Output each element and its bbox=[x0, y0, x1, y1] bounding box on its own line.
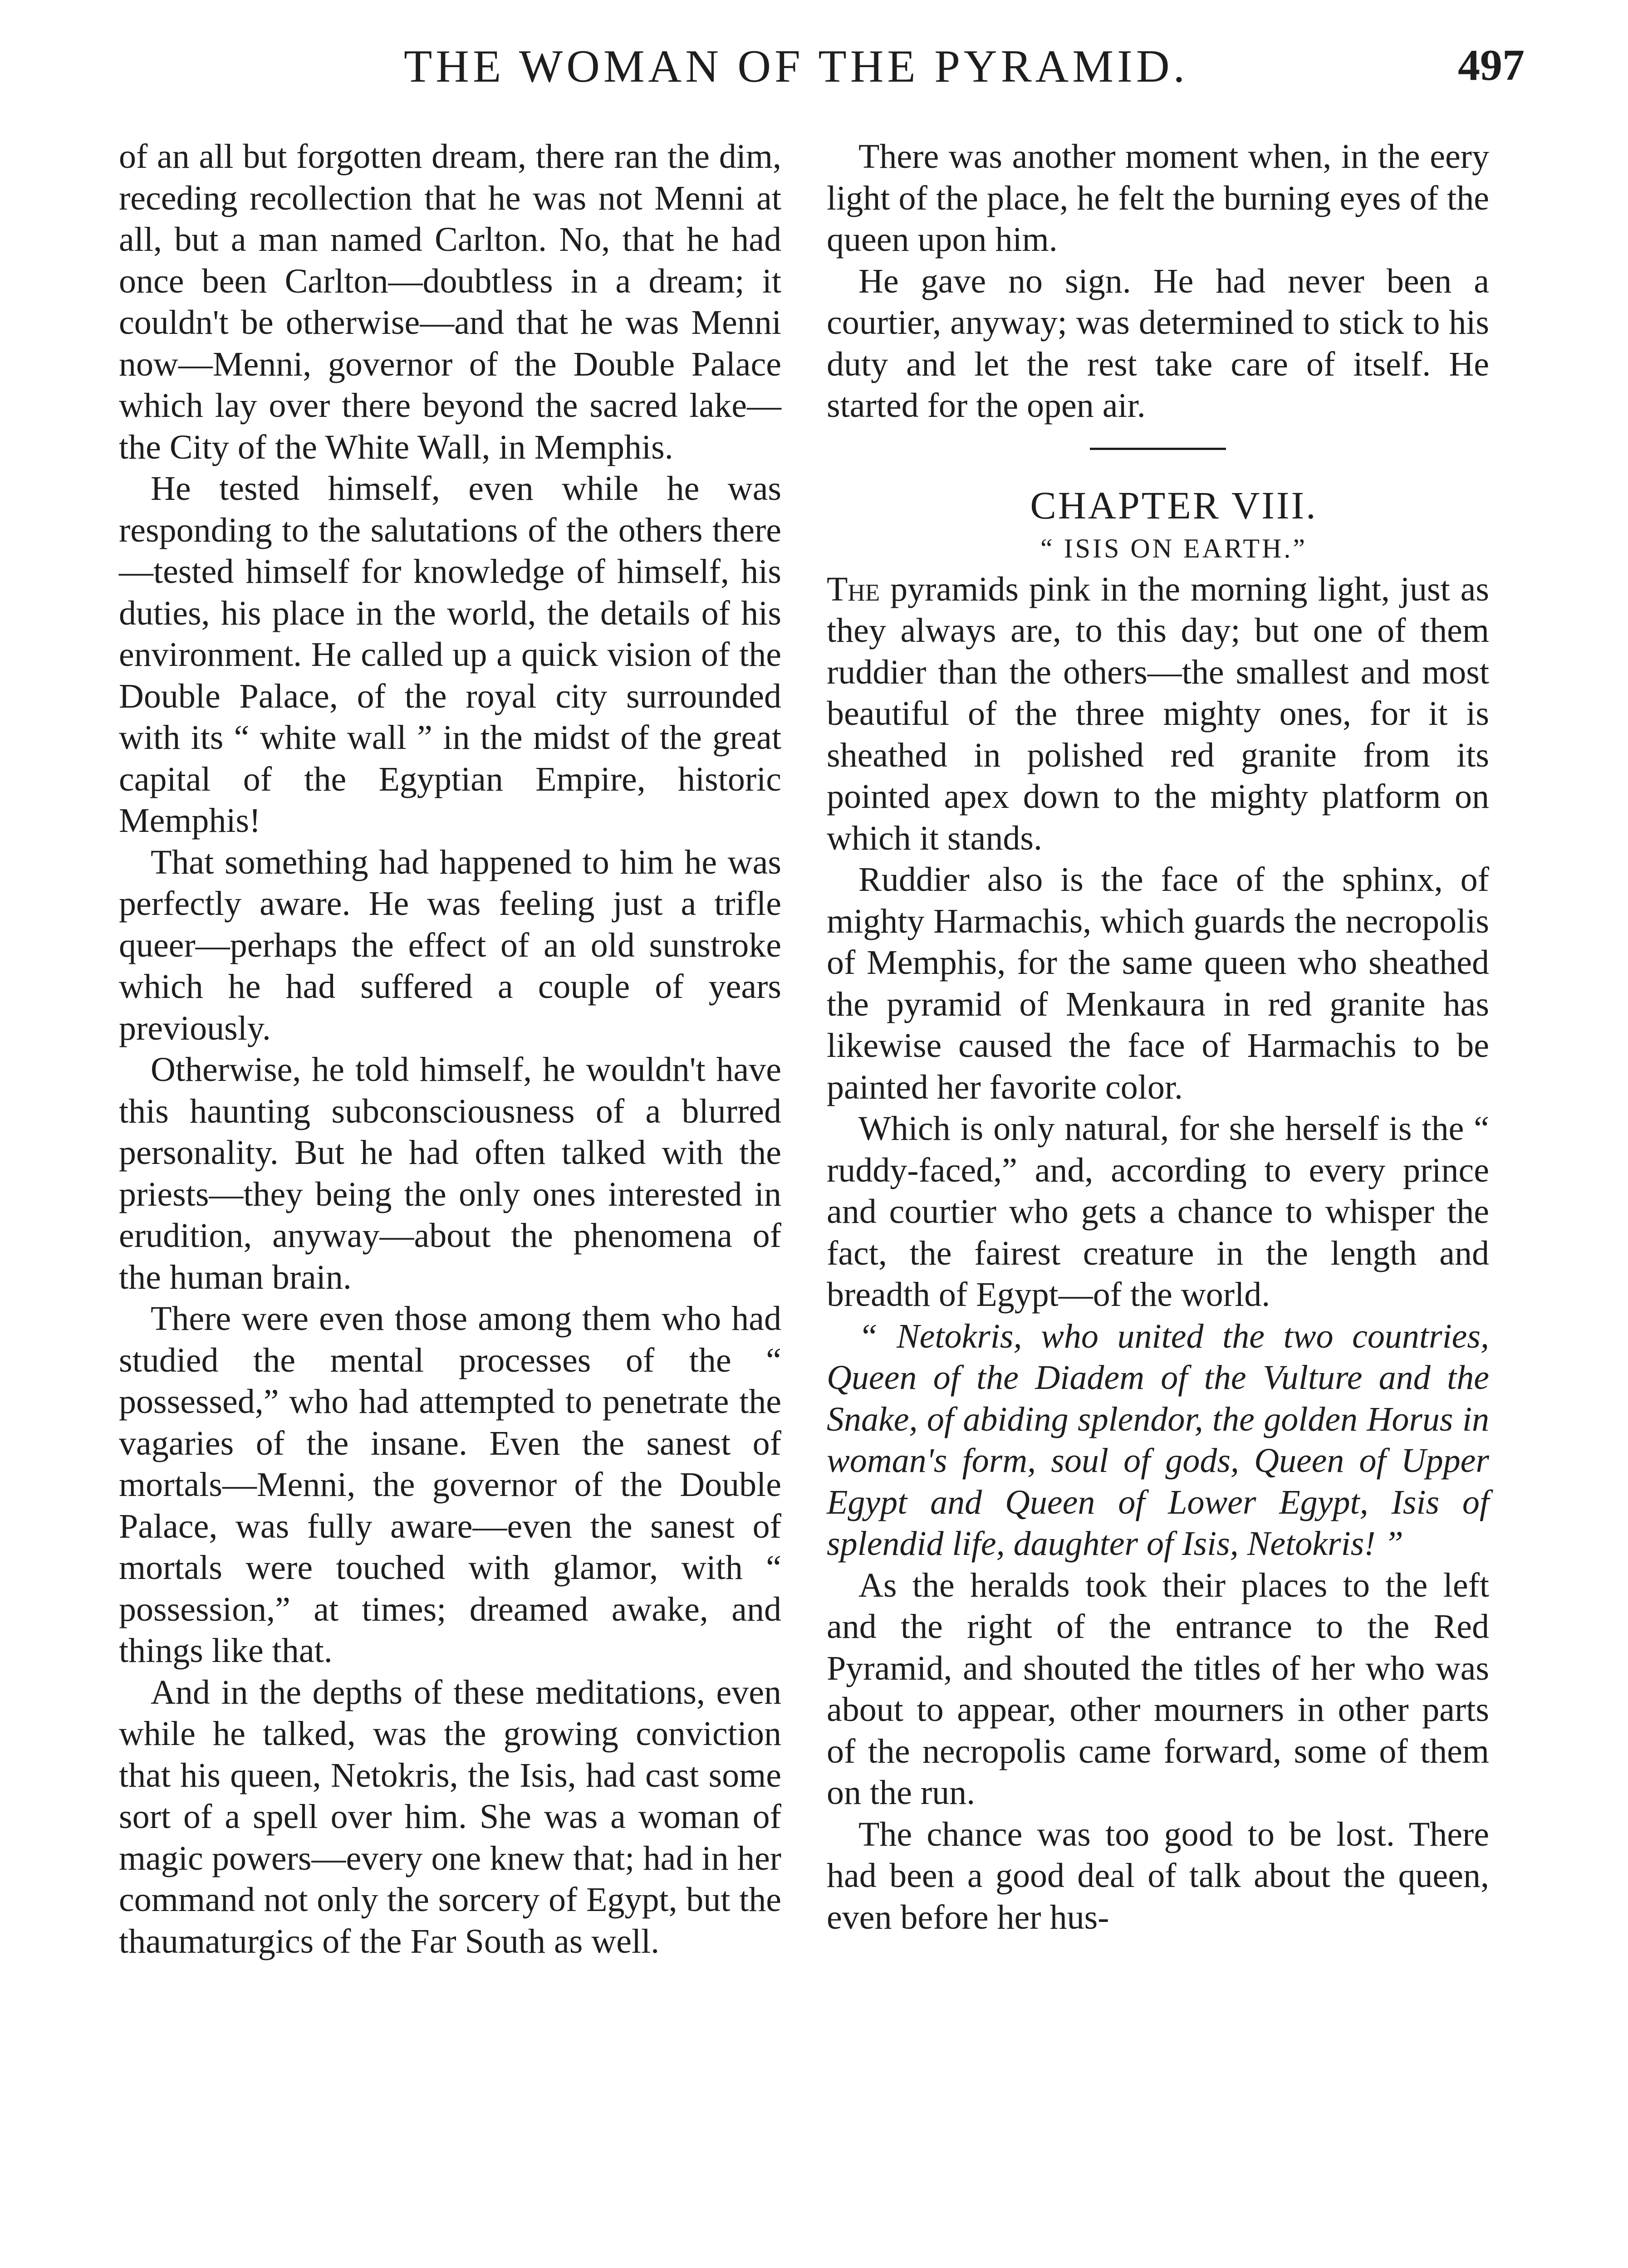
page-number: 497 bbox=[1458, 41, 1525, 90]
paragraph: The chance was too good to be lost. There had been a good deal of talk about the queen, even before her hus- bbox=[827, 1815, 1489, 1936]
lead-word: The bbox=[827, 570, 880, 608]
paragraph: And in the depths of these meditations, even while he talked, was the growing conviction that his queen, Netokris, the Isis, had cast some sort of a spell over him. She was a woman of magic powers—every one knew that; had in her command not only the sorcery of Egypt, but the thaumaturgics of the Far South as well. bbox=[119, 1673, 781, 1960]
right-column bbox=[827, 136, 1489, 1938]
lead-text: pyramids pink in the morning light, just as they always are, to this day; but one of them ruddier than the others—the smallest and most beautiful of the three mighty ones, for it is sheathed in polished red granite from its pointed apex down to the mighty platform on which it stands. bbox=[827, 570, 1489, 857]
paragraph: He gave no sign. He had never been a courtier, anyway; was determined to stick to his duty and let the rest take care of itself. He started for the open air. bbox=[827, 262, 1489, 425]
chapter-title: CHAPTER VIII. bbox=[1030, 483, 1318, 527]
left-column bbox=[119, 136, 781, 1962]
section-divider bbox=[1090, 448, 1226, 450]
paragraph: As the heralds took their places to the left and the right of the entrance to the Red Pyramid, and shouted the titles of her who was about to appear, other mourners in other parts of the necropolis came forward, some of them on the run. bbox=[827, 1566, 1489, 1812]
paragraph: Otherwise, he told himself, he wouldn't have this haunting subconsciousness of a blurred personality. But he had often talked with the priests—they being the only ones interested in erudition, anyway—about the phenomena of the human brain. bbox=[119, 1051, 781, 1296]
herald-proclamation: “ Netokris, who united the two countries, Queen of the Diadem of the Vulture and the Snake, of abiding splendor, the golden Horus in woman's form, soul of gods, Queen of Upper Egypt and Queen of Lower Egypt, Isis of splendid life, daughter of Isis, Netokris! ” bbox=[827, 1317, 1489, 1563]
paragraph: He tested himself, even while he was responding to the salutations of the others there—tested himself for knowledge of himself, his duties, his place in the world, the details of his environment. He called up a quick vision of the Double Palace, of the royal city surrounded with its “ white wall ” in the midst of the great capital of the Egyptian Empire, historic Memphis! bbox=[119, 469, 781, 840]
chapter-subtitle: “ ISIS ON EARTH.” bbox=[1040, 533, 1307, 563]
paragraph: of an all but forgotten dream, there ran the dim, receding recollection that he was not Menni at all, but a man named Carlton. No, that he had once been Carlton—doubtless in a dream; it couldn't be otherwise—and that he was Menni now—Menni, governor of the Double Palace which lay over there beyond the sacred lake—the City of the White Wall, in Memphis. bbox=[119, 137, 781, 466]
paragraph: There was another moment when, in the eery light of the place, he felt the burning eyes of the queen upon him. bbox=[827, 137, 1489, 259]
chapter-opening-paragraph bbox=[827, 569, 1489, 860]
paragraph: That something had happened to him he was perfectly aware. He was feeling just a trifle queer—perhaps the effect of an old sunstroke which he had suffered a couple of years previously. bbox=[119, 843, 781, 1047]
running-header bbox=[113, 40, 1525, 103]
paragraph: Ruddier also is the face of the sphinx, of mighty Harmachis, which guards the necropolis of Memphis, for the same queen who sheathed the pyramid of Menkaura in red granite has likewise caused the face of Harmachis to be painted her favorite color. bbox=[827, 860, 1489, 1106]
running-title: THE WOMAN OF THE PYRAMID. bbox=[404, 41, 1189, 92]
paragraph: Which is only natural, for she herself is the “ ruddy-faced,” and, according to every prince and courtier who gets a chance to whisper the fact, the fairest creature in the length and breadth of Egypt—of the world. bbox=[827, 1110, 1489, 1314]
paragraph: There were even those among them who had studied the mental processes of the “ possessed,” who had attempted to penetrate the vagaries of the insane. Even the sanest of mortals—Menni, the governor of the Double Palace, was fully aware—even the sanest of mortals were touched with glamor, with “ possession,” at times; dreamed awake, and things like that. bbox=[119, 1300, 781, 1670]
